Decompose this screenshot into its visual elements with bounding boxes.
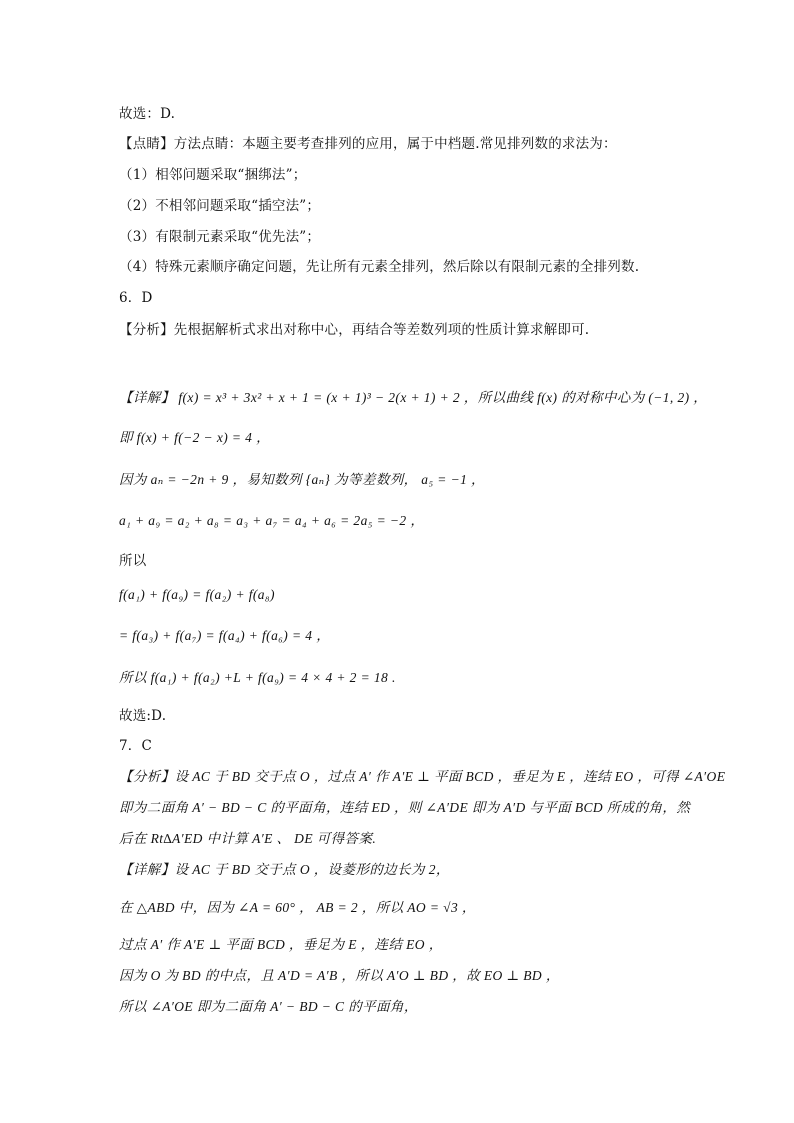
q7-detail-line-2: 在 △ABD 中，因为 ∠A = 60° ， AB = 2 ，所以 AO = √3 ， bbox=[119, 900, 476, 915]
answer-line-5: 故选：D. bbox=[119, 106, 176, 122]
q7-detail-line-5: 所以 ∠A′OE 即为二面角 A′ − BD − C 的平面角， bbox=[119, 999, 418, 1014]
question-6-heading: 6．D bbox=[119, 290, 153, 306]
q6-detail-line-5: 所以 bbox=[119, 553, 147, 569]
tip-item-4: （4）特殊元素顺序确定问题，先让所有元素全排列，然后除以有限制元素的全排列数. bbox=[119, 259, 640, 275]
tip-item-1: （1）相邻问题采取“捆绑法”； bbox=[119, 167, 307, 183]
q7-detail-line-1: 【详解】设 AC 于 BD 交于点 O ，设菱形的边长为 2， bbox=[119, 862, 450, 877]
q6-detail-line-6: f(a₁) + f(a₉) = f(a₂) + f(a₈) bbox=[119, 587, 275, 602]
q6-detail-line-4: a₁ + a₉ = a₂ + a₈ = a₃ + a₇ = a₄ + a₆ = 2a₅ = −2 ， bbox=[119, 513, 425, 528]
q6-detail-line-7: = f(a₃) + f(a₇) = f(a₄) + f(a₆) = 4 ， bbox=[119, 628, 331, 643]
question-7-heading: 7．C bbox=[119, 738, 153, 754]
q6-detail-line-1: 【详解】 f(x) = x³ + 3x² + x + 1 = (x + 1)³ − 2(x + 1) + 2 ，所以曲线 f(x) 的对称中心为 (−1, 2) ， bbox=[119, 390, 708, 405]
q6-detail-line-8: 所以 f(a₁) + f(a₂) +L + f(a₉) = 4 × 4 + 2 = 18 . bbox=[119, 670, 396, 685]
q7-analysis-line-3: 后在 Rt∆A′ED 中计算 A′E 、 DE 可得答案. bbox=[119, 831, 377, 846]
q7-analysis-line-1: 【分析】设 AC 于 BD 交于点 O ，过点 A′ 作 A′E ⊥ 平面 BCD ，垂足为 E ，连结 EO ，可得 ∠A′OE bbox=[119, 769, 726, 784]
tip-item-2: （2）不相邻问题采取“插空法”； bbox=[119, 198, 321, 214]
q6-detail-line-3: 因为 aₙ = −2n + 9 ，易知数列 {aₙ} 为等差数列， a₅ = −1 ， bbox=[119, 472, 485, 487]
tip-heading-line: 【点睛】方法点睛：本题主要考查排列的应用，属于中档题.常见排列数的求法为： bbox=[119, 136, 617, 152]
tip-item-3: （3）有限制元素采取“优先法”； bbox=[119, 229, 321, 245]
answer-line-6: 故选:D. bbox=[119, 708, 167, 724]
q6-detail-line-2: 即 f(x) + f(−2 − x) = 4 ， bbox=[119, 430, 271, 445]
q6-analysis-line: 【分析】先根据解析式求出对称中心，再结合等差数列项的性质计算求解即可. bbox=[119, 322, 590, 338]
q7-detail-line-3: 过点 A′ 作 A′E ⊥ 平面 BCD ，垂足为 E ，连结 EO ， bbox=[119, 937, 443, 952]
q7-detail-line-4: 因为 O 为 BD 的中点，且 A′D = A′B ，所以 A′O ⊥ BD ，故 EO ⊥ BD ， bbox=[119, 968, 560, 983]
q7-analysis-line-2: 即为二面角 A′ − BD − C 的平面角，连结 ED ，则 ∠A′DE 即为 A′D 与平面 BCD 所成的角，然 bbox=[119, 800, 691, 815]
